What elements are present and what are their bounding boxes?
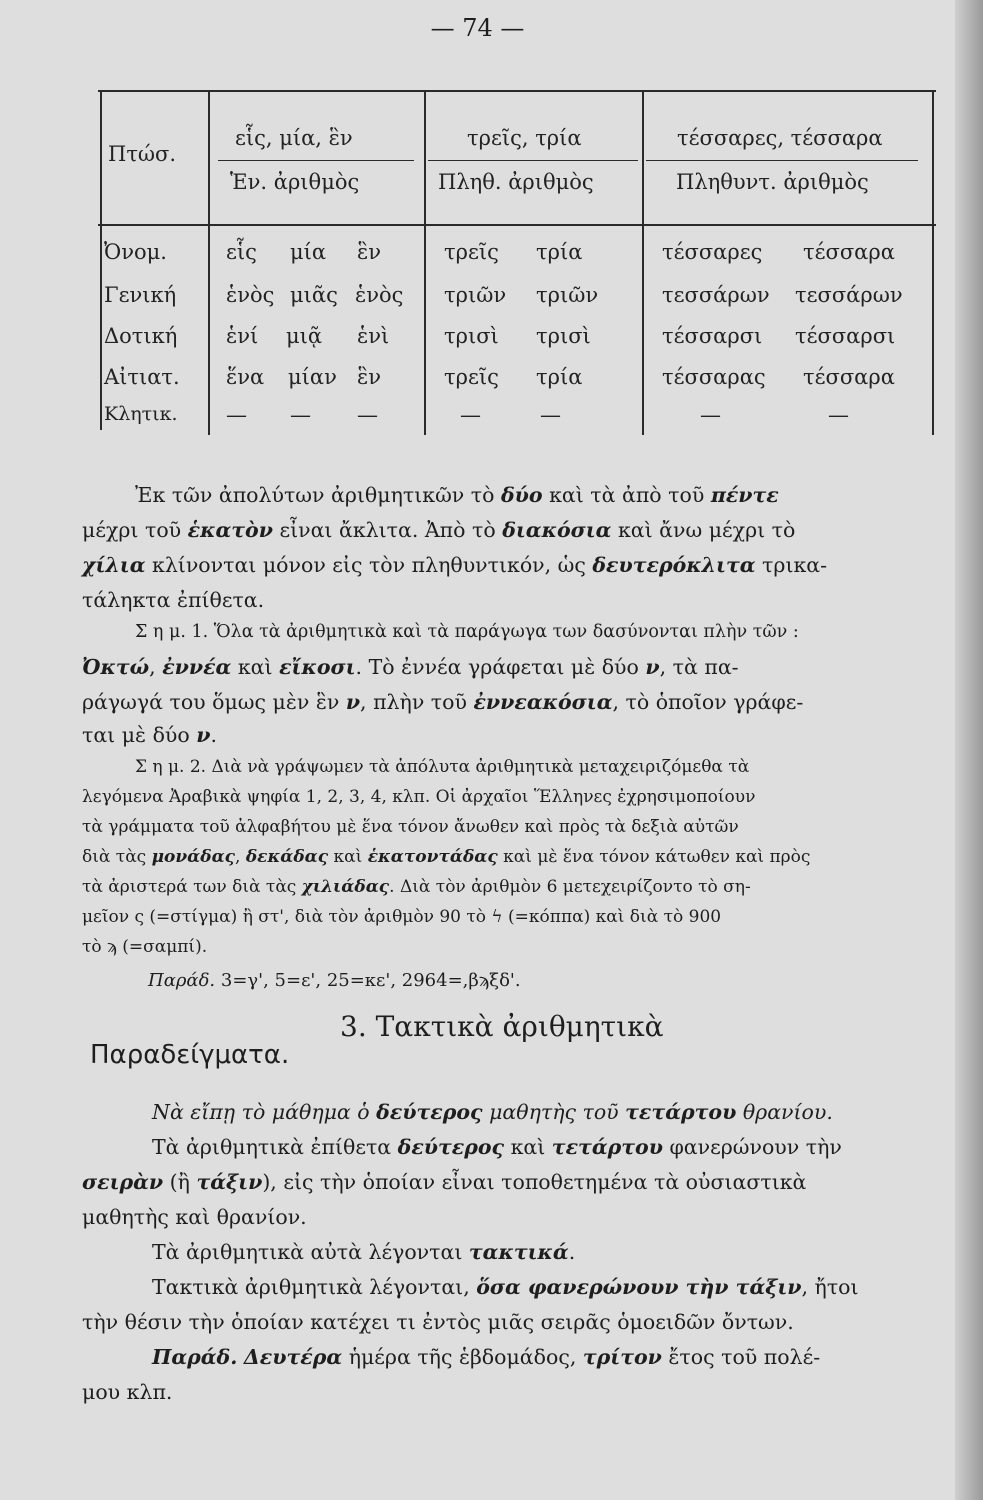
cell: —: [700, 403, 721, 427]
note1-line4: ται μὲ δύο ν.: [82, 723, 218, 747]
examples-heading: Παραδείγματα.: [90, 1040, 290, 1070]
cell: ἕνα: [226, 365, 265, 389]
note2-line2: λεγόμενα Ἀραβικὰ ψηφία 1, 2, 3, 4, κλπ. Οἱ ἀρχαῖοι Ἕλληνες ἐχρησιμοποίουν: [82, 787, 756, 807]
cell: ἑνί: [226, 324, 259, 348]
col-divider-2: [424, 90, 426, 435]
cell: —: [540, 403, 561, 427]
cell: τρισὶ: [444, 324, 499, 348]
cell: ἑνὸς: [226, 283, 275, 307]
cell: τέσσαρα: [803, 240, 895, 264]
col-divider-3: [642, 90, 644, 435]
table-right-rule: [932, 90, 934, 435]
p1-line2: μέχρι τοῦ ἑκατὸν εἶναι ἄκλιτα. Ἀπὸ τὸ διακόσια καὶ ἄνω μέχρι τὸ: [82, 518, 796, 542]
p2-line9: μου κλπ.: [82, 1380, 173, 1404]
table-left-rule: [100, 90, 102, 430]
cell: τριῶν: [536, 283, 599, 307]
cell: τρισὶ: [536, 324, 591, 348]
p1-line3: χίλια κλίνονται μόνον εἰς τὸν πληθυντικόν, ὡς δευτερόκλιτα τρικα-: [82, 553, 828, 577]
col3-split-rule: [646, 160, 918, 161]
cell: —: [357, 403, 378, 427]
table-top-rule: [98, 90, 936, 92]
cell: μίαν: [288, 365, 337, 389]
cell: μιᾶς: [290, 283, 338, 307]
cell: τρεῖς: [444, 240, 499, 264]
header-col1-bottom: Ἑν. ἀριθμὸς: [230, 170, 360, 194]
cell: —: [828, 403, 849, 427]
p2-line5: Τὰ ἀριθμητικὰ αὐτὰ λέγονται τακτικά.: [152, 1240, 576, 1264]
cell: τρία: [536, 240, 583, 264]
cell: τεσσάρων: [662, 283, 770, 307]
note2-line7: τὸ ϡ (=σαμπί).: [82, 937, 208, 957]
cell: τέσσαρας: [662, 365, 766, 389]
cell: ἑνὸς: [355, 283, 404, 307]
cell: ἑνὶ: [357, 324, 390, 348]
cell: τεσσάρων: [795, 283, 903, 307]
row-case: Αἰτιατ.: [104, 365, 180, 389]
header-col3-bottom: Πληθυντ. ἀριθμὸς: [676, 170, 869, 194]
p1-line4: τάληκτα ἐπίθετα.: [82, 588, 265, 612]
cell: εἷς: [226, 240, 257, 264]
cell: —: [290, 403, 311, 427]
cell: ἓν: [357, 365, 382, 389]
note1-line2: Ὀκτώ, ἐννέα καὶ εἴκοσι. Τὸ ἐννέα γράφεται μὲ δύο ν, τὰ πα-: [82, 655, 739, 679]
note2-line4: διὰ τὰς μονάδας, δεκάδας καὶ ἑκατοντάδας καὶ μὲ ἕνα τόνον κάτωθεν καὶ πρὸς: [82, 847, 811, 867]
table-header-rule: [98, 224, 936, 226]
row-case: Γενική: [104, 283, 177, 307]
col-divider-1: [208, 90, 210, 435]
cell: —: [226, 403, 247, 427]
p1-line1: Ἐκ τῶν ἀπολύτων ἀριθμητικῶν τὸ δύο καὶ τὰ ἀπὸ τοῦ πέντε: [135, 483, 779, 507]
cell: τρεῖς: [444, 365, 499, 389]
note2-line5: τὰ ἀριστερά των διὰ τὰς χιλιάδας. Διὰ τὸν ἀριθμὸν 6 μετεχειρίζοντο τὸ ση-: [82, 877, 751, 897]
book-gutter-edge: [955, 0, 983, 1500]
p2-line1: Νὰ εἴπῃ τὸ μάθημα ὁ δεύτερος μαθητὴς τοῦ τετάρτου θρανίου.: [152, 1100, 833, 1124]
cell: ἓν: [357, 240, 382, 264]
cell: μία: [290, 240, 327, 264]
header-case: Πτώσ.: [108, 142, 177, 166]
note2-line6: μεῖον ς (=στίγμα) ἢ στ', διὰ τὸν ἀριθμὸν 90 τὸ ϟ (=κόππα) καὶ διὰ τὸ 900: [82, 907, 722, 927]
cell: τέσσαρες: [662, 240, 763, 264]
page-number: — 74 —: [430, 14, 525, 42]
cell: τέσσαρσι: [662, 324, 763, 348]
note2-line3: τὰ γράμματα τοῦ ἀλφαβήτου μὲ ἕνα τόνον ἄνωθεν καὶ πρὸς τὰ δεξιὰ αὐτῶν: [82, 817, 739, 837]
p2-line2: Τὰ ἀριθμητικὰ ἐπίθετα δεύτερος καὶ τετάρτου φανερώνουν τὴν: [152, 1135, 842, 1159]
section-title: 3. Τακτικὰ ἀριθμητικὰ: [340, 1010, 664, 1043]
col2-split-rule: [428, 160, 638, 161]
header-col1-top: εἷς, μία, ἓν: [235, 126, 353, 150]
header-col3-top: τέσσαρες, τέσσαρα: [677, 126, 883, 150]
header-col2-bottom: Πληθ. ἀριθμὸς: [438, 170, 594, 194]
note1-line1: Σ η μ. 1. Ὅλα τὰ ἀριθμητικὰ καὶ τὰ παράγωγα των δασύνονται πλὴν τῶν :: [135, 622, 799, 642]
p2-line3: σειρὰν (ἢ τάξιν), εἰς τὴν ὁποίαν εἶναι τοποθετημένα τὰ οὐσιαστικὰ: [82, 1170, 807, 1194]
cell: μιᾷ: [286, 324, 323, 348]
cell: τριῶν: [444, 283, 507, 307]
row-case: Δοτική: [104, 324, 178, 348]
note2-example: Παράδ. 3=γ', 5=ε', 25=κε', 2964=,βϡξδ'.: [148, 970, 521, 991]
note1-line3: ράγωγά του ὅμως μὲν ἓν ν, πλὴν τοῦ ἐννεακόσια, τὸ ὁποῖον γράφε-: [82, 690, 804, 714]
cell: —: [460, 403, 481, 427]
p2-line4: μαθητὴς καὶ θρανίον.: [82, 1205, 307, 1229]
col1-split-rule: [218, 160, 414, 161]
cell: τρία: [536, 365, 583, 389]
row-case: Ὀνομ.: [104, 240, 167, 264]
p2-line6: Τακτικὰ ἀριθμητικὰ λέγονται, ὅσα φανερώνουν τὴν τάξιν, ἤτοι: [152, 1275, 859, 1299]
cell: τέσσαρα: [803, 365, 895, 389]
note2-line1: Σ η μ. 2. Διὰ νὰ γράψωμεν τὰ ἀπόλυτα ἀριθμητικὰ μεταχειριζόμεθα τὰ: [135, 757, 750, 777]
p2-line7: τὴν θέσιν τὴν ὁποίαν κατέχει τι ἐντὸς μιᾶς σειρᾶς ὁμοειδῶν ὄντων.: [82, 1310, 794, 1334]
p2-line8: Παράδ. Δευτέρα ἡμέρα τῆς ἑβδομάδος, τρίτον ἔτος τοῦ πολέ-: [152, 1345, 821, 1369]
cell: τέσσαρσι: [795, 324, 896, 348]
row-case: Κλητικ.: [104, 403, 178, 425]
header-col2-top: τρεῖς, τρία: [467, 126, 582, 150]
